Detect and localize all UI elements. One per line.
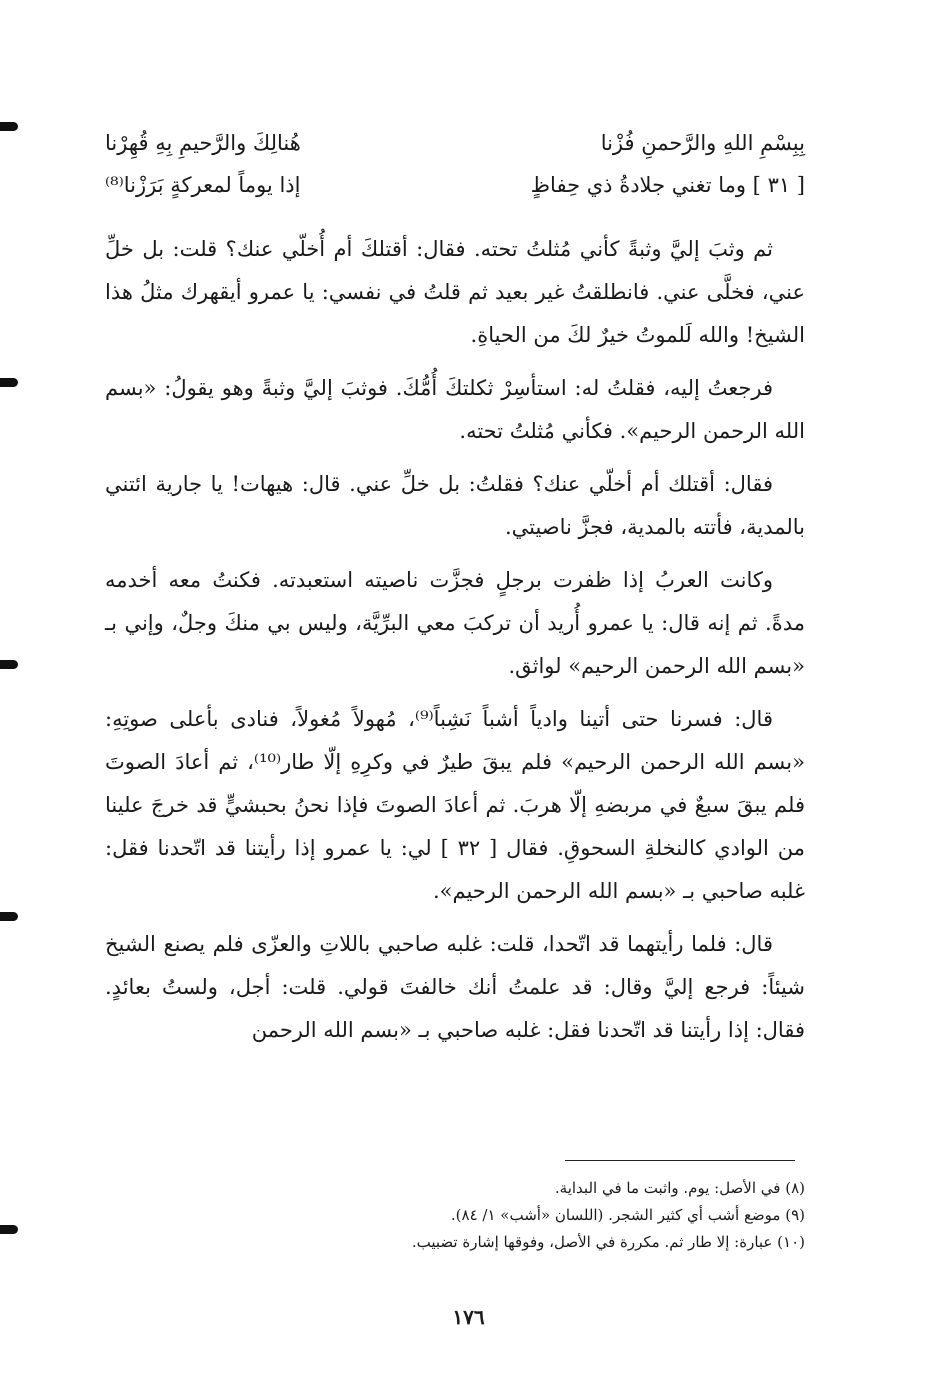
poem-verses [105, 122, 805, 206]
paragraph: ثم وثبَ إليَّ وثبةً كأني مُثلتُ تحته. فقال: أقتلكَ أم أُخلّي عنك؟ قلت: بل خلِّ عني، فخلَّى عني. فانطلقتُ غير بعيد ثم قلتُ في نفسي: يا عمرو أيقهرك مثلُ هذا الشيخ! والله لَلموتُ خيرٌ لكَ من الحياةِ. [105, 237, 805, 347]
poem-hemistich-right: بِبِسْمِ اللهِ والرَّحمنِ فُزْنا [600, 131, 805, 155]
paragraph: قال: فسرنا حتى أتينا وادياً أشباً نَشِباً⁽⁹⁾، مُهولاً مُغولاً، فنادى بأعلى صوتِهِ: «بسم الله الرحمن الرحيم» فلم يبقَ طيرٌ في وكرِهِ إلّا طار⁽¹⁰⁾، ثم أعادَ الصوتَ فلم يبقَ سبعٌ في مربضهِ إلّا هربَ. ثم أعادَ الصوتَ فإذا نحنُ بحبشيٍّ قد خرجَ علينا من الوادي كالنخلةِ السحوقِ. فقال [ ٣٢ ] لي: يا عمرو إذا رأيتنا قد اتّحدنا فقل: غلبه صاحبي بـ «بسم الله الرحمن الرحيم». [105, 707, 805, 903]
margin-binding-mark [0, 378, 18, 387]
margin-binding-mark [0, 1225, 18, 1234]
poem-hemistich-right: [ ٣١ ] وما تغني جلادةُ ذي حِفاظٍ [530, 173, 805, 197]
poem-line [105, 164, 805, 206]
margin-binding-mark [0, 660, 18, 669]
footnote-divider [565, 1160, 795, 1161]
footnotes [105, 1175, 805, 1256]
footnote: (١٠) عبارة: إلا طار ثم. مكررة في الأصل، وفوقها إشارة تضبيب. [411, 1233, 805, 1251]
footnote: (٨) في الأصل: يوم. واثبت ما في البداية. [554, 1179, 805, 1197]
margin-binding-mark [0, 912, 18, 921]
poem-hemistich-left: هُنالِكَ والرَّحيمِ بِهِ قُهِرْنا [105, 131, 301, 155]
footnote: (٩) موضع أشب أي كثير الشجر. (اللسان «أشب» ١/ ٨٤). [450, 1206, 805, 1224]
paragraph: قال: فلما رأيتهما قد اتّحدا، قلت: غلبه صاحبي باللاتِ والعزّى فلم يصنع الشيخ شيئاً: فرجع إليَّ وقال: قد علمتُ أنك خالفتَ قولي. قلت: أجل، ولستُ بعائدٍ. فقال: إذا رأيتنا قد اتّحدنا فقل: غلبه صاحبي بـ «بسم الله الرحمن [105, 932, 805, 1042]
page-number: ١٧٦ [452, 1305, 485, 1329]
paragraph: وكانت العربُ إذا ظفرت برجلٍ فجزَّت ناصيته استعبدته. فكنتُ معه أخدمه مدةً. ثم إنه قال: يا عمرو أُريد أن تركبَ معي البرِّيَّة، وليس بي منكَ وجلٌ، وإني بـ «بسم الله الرحمن الرحيم» لواثق. [105, 568, 805, 678]
paragraph: فرجعتُ إليه، فقلتُ له: استأسِرْ ثكلتكَ أُمُّكَ. فوثبَ إليَّ وثبةً وهو يقولُ: «بسم الله الرحمن الرحيم». فكأني مُثلتُ تحته. [105, 376, 805, 443]
paragraph: فقال: أقتلك أم أخلّي عنك؟ فقلتُ: بل خلِّ عني. قال: هيهات! يا جارية ائتني بالمدية، فأتته بالمدية، فجزَّ ناصيتي. [105, 472, 805, 539]
body-text [105, 228, 805, 1062]
margin-binding-mark [0, 122, 18, 131]
poem-line [105, 122, 805, 164]
poem-hemistich-left: إذا يوماً لمعركةٍ بَرَزْنا⁽⁸⁾ [105, 173, 301, 197]
